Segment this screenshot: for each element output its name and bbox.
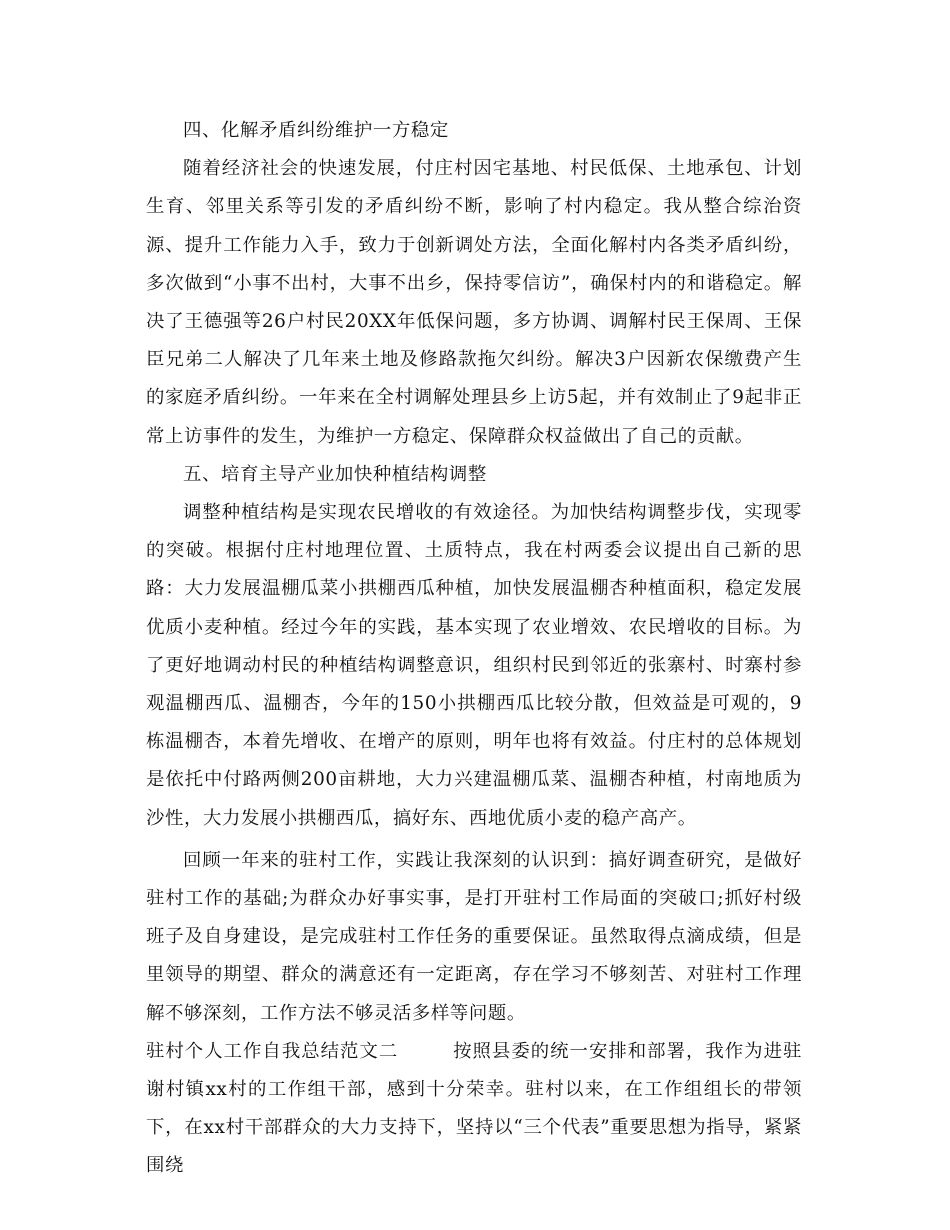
- title-spacer: [398, 1041, 453, 1062]
- section-5-paragraph: 调整种植结构是实现农民增收的有效途径。为加快结构调整步伐，实现零的突破。根据付庄村地理位置、土质特点，我在村两委会议提出自己新的思路：大力发展温棚瓜菜小拱棚西瓜种植，加快发展温棚杏种植面积，稳定发展优质小麦种植。经过今年的实践，基本实现了农业增效、农民增收的目标。为了更好地调动村民的种植结构调整意识，组织村民到邻近的张寨村、时寨村参观温棚西瓜、温棚杏，今年的150小拱棚西瓜比较分散，但效益是可观的，9栋温棚杏，本着先增收、在增产的原则，明年也将有效益。付庄村的总体规划是依托中付路两侧200亩耕地，大力兴建温棚瓜菜、温棚杏种植，村南地质为沙性，大力发展小拱棚西瓜，搞好东、西地优质小麦的稳产高产。: [146, 502, 802, 829]
- section-heading-4: 四、化解矛盾纠纷维护一方稳定: [183, 120, 449, 141]
- section-heading-5: 五、培育主导产业加快种植结构调整: [183, 463, 487, 485]
- next-article-body: 按照县委的统一安排和部署，我作为进驻谢村镇xx村的工作组干部，感到十分荣幸。驻村以来，在工作组组长的带领下，在xx村干部群众的大力支持下，坚持以“三个代表”重要思想为指导，紧紧围绕: [146, 1040, 802, 1177]
- next-article-paragraph: [146, 1033, 802, 1186]
- review-paragraph: 回顾一年来的驻村工作，实践让我深刻的认识到：搞好调查研究，是做好驻村工作的基础;为群众办好事实事，是打开驻村工作局面的突破口;抓好村级班子及自身建设，是完成驻村工作任务的重要保证。虽然取得点滴成绩，但是里领导的期望、群众的满意还有一定距离，存在学习不够刻苦、对驻村工作理解不够深刻，工作方法不够灵活多样等问题。: [146, 849, 802, 1024]
- next-article-title: 驻村个人工作自我总结范文二: [146, 1040, 399, 1062]
- document-page: [146, 112, 802, 1186]
- section-4-paragraph: 随着经济社会的快速发展，付庄村因宅基地、村民低保、土地承包、计划生育、邻里关系等引发的矛盾纠纷不断，影响了村内稳定。我从整合综治资源、提升工作能力入手，致力于创新调处方法，全面化解村内各类矛盾纠纷，多次做到“小事不出村，大事不出乡，保持零信访”，确保村内的和谐稳定。解决了王德强等26户村民20XX年低保问题，多方协调、调解村民王保周、王保臣兄弟二人解决了几年来土地及修路款拖欠纠纷。解决3户因新农保缴费产生的家庭矛盾纠纷。一年来在全村调解处理县乡上访5起，并有效制止了9起非正常上访事件的发生，为维护一方稳定、保障群众权益做出了自己的贡献。: [146, 158, 802, 447]
